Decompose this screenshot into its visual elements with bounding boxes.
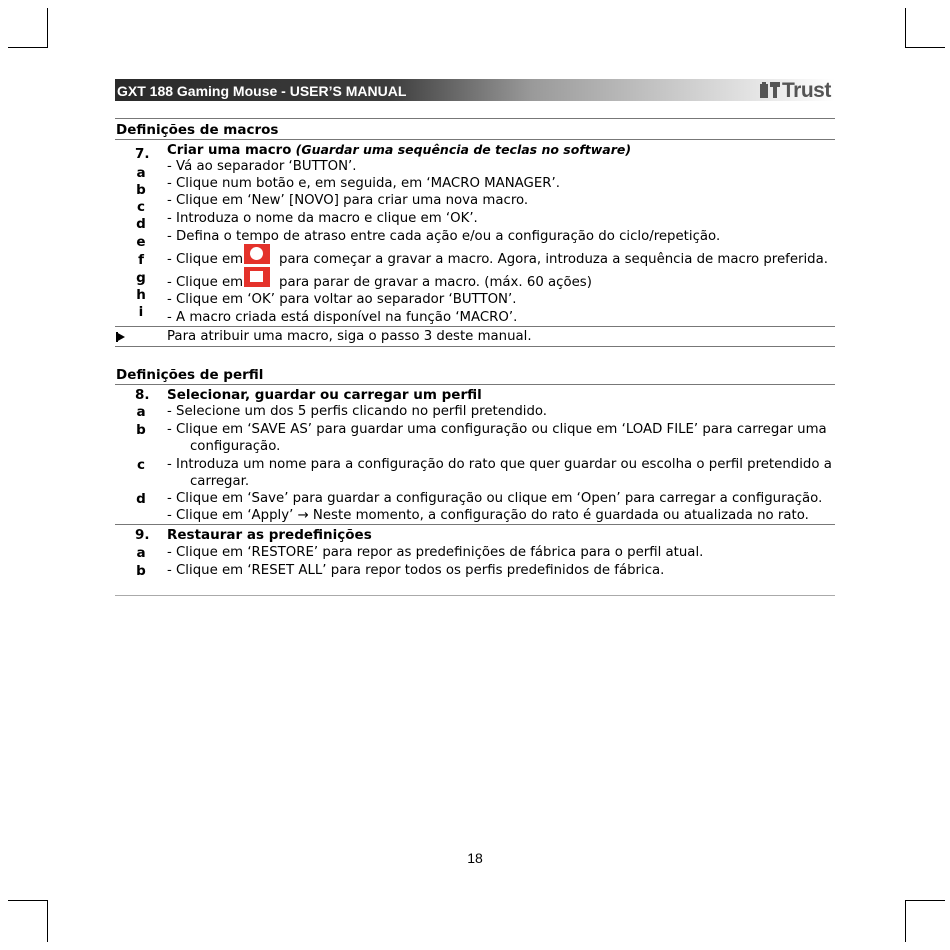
page-number: 18 [467,850,483,866]
list-item: - Clique em ‘OK’ para voltar ao separador ‘BUTTON’. [167,292,517,307]
item-letter: c [136,457,145,473]
crop-mark-br-h [905,900,945,901]
trust-logo [760,80,831,102]
item-letter: h [136,287,146,303]
list-item: - Vá ao separador ‘BUTTON’. [167,159,357,174]
item-letter: a [136,165,146,181]
list-item-continuation: carregar. [190,474,250,489]
item-letter: b [136,422,146,438]
list-item-continuation: configuração. [190,439,281,454]
item-letter: a [136,545,146,561]
trust-logo-icon [760,82,780,100]
list-item: - Introduza um nome para a configuração do rato que quer guardar ou escolha o perfil pretendido a [167,457,832,472]
record-start-icon [244,244,270,264]
trust-logo-text: Trust [782,79,831,102]
divider [115,346,835,347]
step-title-9: Restaurar as predefinições [167,527,372,543]
divider [115,524,835,525]
divider [115,139,835,140]
header-title-bold: USER’S MANUAL [289,83,407,99]
list-item: - Selecione um dos 5 perfis clicando no perfil pretendido. [167,404,548,419]
list-item: - Clique num botão e, em seguida, em ‘MACRO MANAGER’. [167,176,560,191]
step-number-7: 7. [135,146,150,162]
step-subtitle-7: (Guardar uma sequência de teclas no software) [295,142,632,157]
crop-mark-bl-h [8,900,48,901]
item-letter: f [138,252,144,268]
list-item: - Clique em ‘RESTORE’ para repor as predefinições de fábrica para o perfil atual. [167,545,704,560]
list-item-before: - Clique em [167,275,244,290]
crop-mark-tr-v [905,8,906,48]
record-stop-icon [244,267,270,287]
step-title-8: Selecionar, guardar ou carregar um perfil [167,387,482,403]
header-title [117,83,406,99]
section-title-profile: Definições de perfil [116,367,264,383]
list-item: - Clique em ‘SAVE AS’ para guardar uma configuração ou clique em ‘LOAD FILE’ para carregar uma [167,422,827,437]
item-letter: c [136,199,145,215]
list-item: - Defina o tempo de atraso entre cada ação e/ou a configuração do ciclo/repetição. [167,229,721,244]
divider [115,384,835,385]
divider [115,595,835,596]
list-item: - Introduza o nome da macro e clique em ‘OK’. [167,211,478,226]
list-item: - Clique em ‘Apply’ → Neste momento, a configuração do rato é guardada ou atualizada no rato. [167,508,809,523]
step-title-7 [167,142,631,159]
arrow-bullet-bar [116,332,118,342]
list-item: - Clique em ‘New’ [NOVO] para criar uma nova macro. [167,193,529,208]
list-item-after: para parar de gravar a macro. (máx. 60 ações) [279,275,592,290]
list-item: - A macro criada está disponível na função ‘MACRO’. [167,310,518,325]
crop-mark-tl-v [47,8,48,48]
list-item: - Clique em ‘Save’ para guardar a configuração ou clique em ‘Open’ para carregar a configuração. [167,491,823,506]
step-title-7-text: Criar uma macro [167,143,292,158]
list-item: - Clique em ‘RESET ALL’ para repor todos os perfis predefinidos de fábrica. [167,563,665,578]
item-letter: g [136,270,146,286]
crop-mark-bl-v [47,900,48,942]
crop-mark-tl-h [8,47,48,48]
divider [115,118,835,119]
header-title-plain: GXT 188 Gaming Mouse - [117,83,290,99]
item-letter: a [136,404,146,420]
note-text: Para atribuir uma macro, siga o passo 3 deste manual. [167,329,532,344]
item-letter: d [136,491,146,507]
crop-mark-br-v [905,900,906,942]
list-item-after: para começar a gravar a macro. Agora, introduza a sequência de macro preferida. [279,252,828,267]
crop-mark-tr-h [905,47,945,48]
divider [115,326,835,327]
step-number-9: 9. [135,527,150,543]
item-letter: i [138,304,144,320]
list-item-before: - Clique em [167,252,244,267]
step-number-8: 8. [135,387,150,403]
section-title-macros: Definições de macros [116,122,279,138]
item-letter: b [136,563,146,579]
item-letter: d [136,216,146,232]
item-letter: b [136,182,146,198]
item-letter: e [136,234,146,250]
